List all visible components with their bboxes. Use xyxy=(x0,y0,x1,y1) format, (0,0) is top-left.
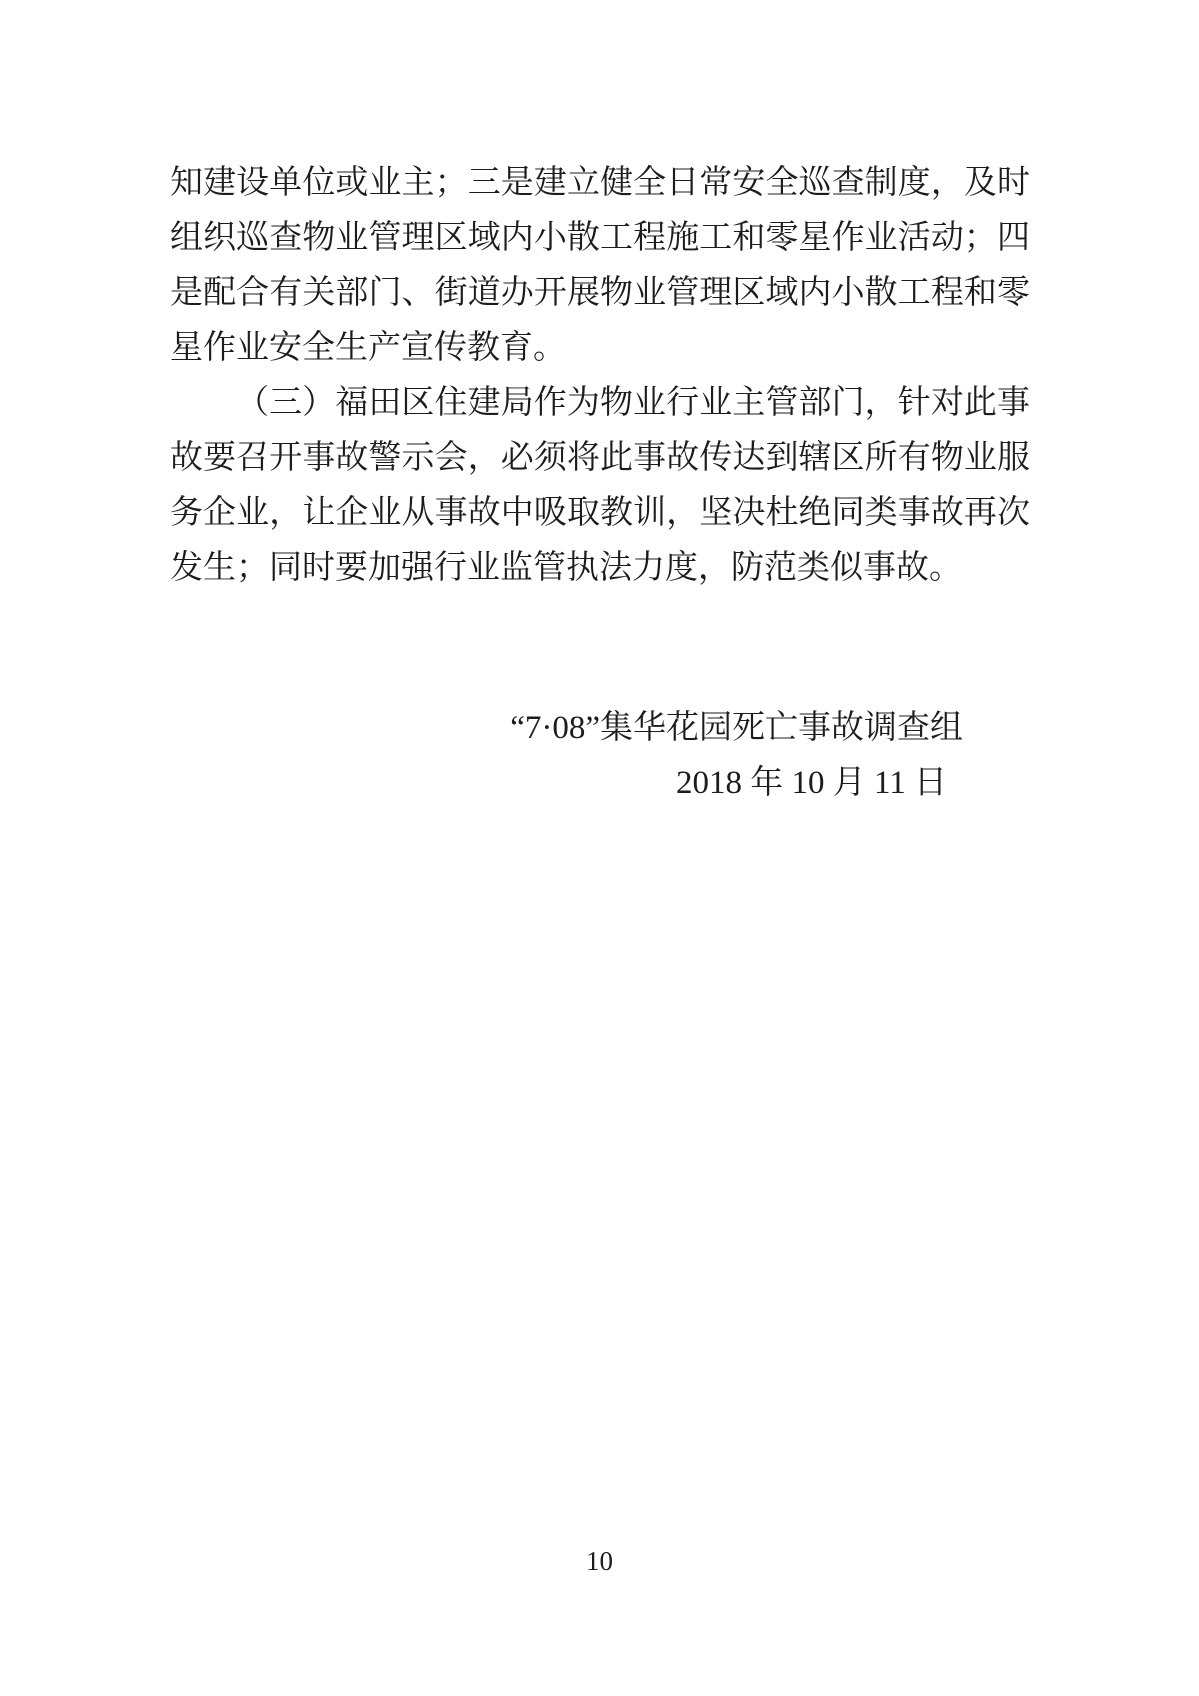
page-number: 10 xyxy=(586,1546,613,1576)
signature-date: 2018 年 10 月 11 日 xyxy=(675,765,947,801)
text-line: （三）福田区住建局作为物业行业主管部门，针对此事 xyxy=(236,385,1030,421)
text-line: 知建设单位或业主；三是建立健全日常安全巡查制度，及时 xyxy=(170,165,1030,201)
text-line: 发生；同时要加强行业监管执法力度，防范类似事故。 xyxy=(170,550,962,586)
text-line: 是配合有关部门、街道办开展物业管理区域内小散工程和零 xyxy=(170,275,1030,311)
signature-block xyxy=(170,701,1030,811)
text-line: 组织巡查物业管理区域内小散工程施工和零星作业活动；四 xyxy=(170,220,1030,256)
text-line: 星作业安全生产宣传教育。 xyxy=(170,330,566,366)
document-body xyxy=(170,156,1030,596)
signature-organization: “7·08”集华花园死亡事故调查组 xyxy=(510,710,963,746)
text-line: 故要召开事故警示会，必须将此事故传达到辖区所有物业服 xyxy=(170,440,1030,476)
text-line: 务企业，让企业从事故中吸取教训，坚决杜绝同类事故再次 xyxy=(170,495,1030,531)
